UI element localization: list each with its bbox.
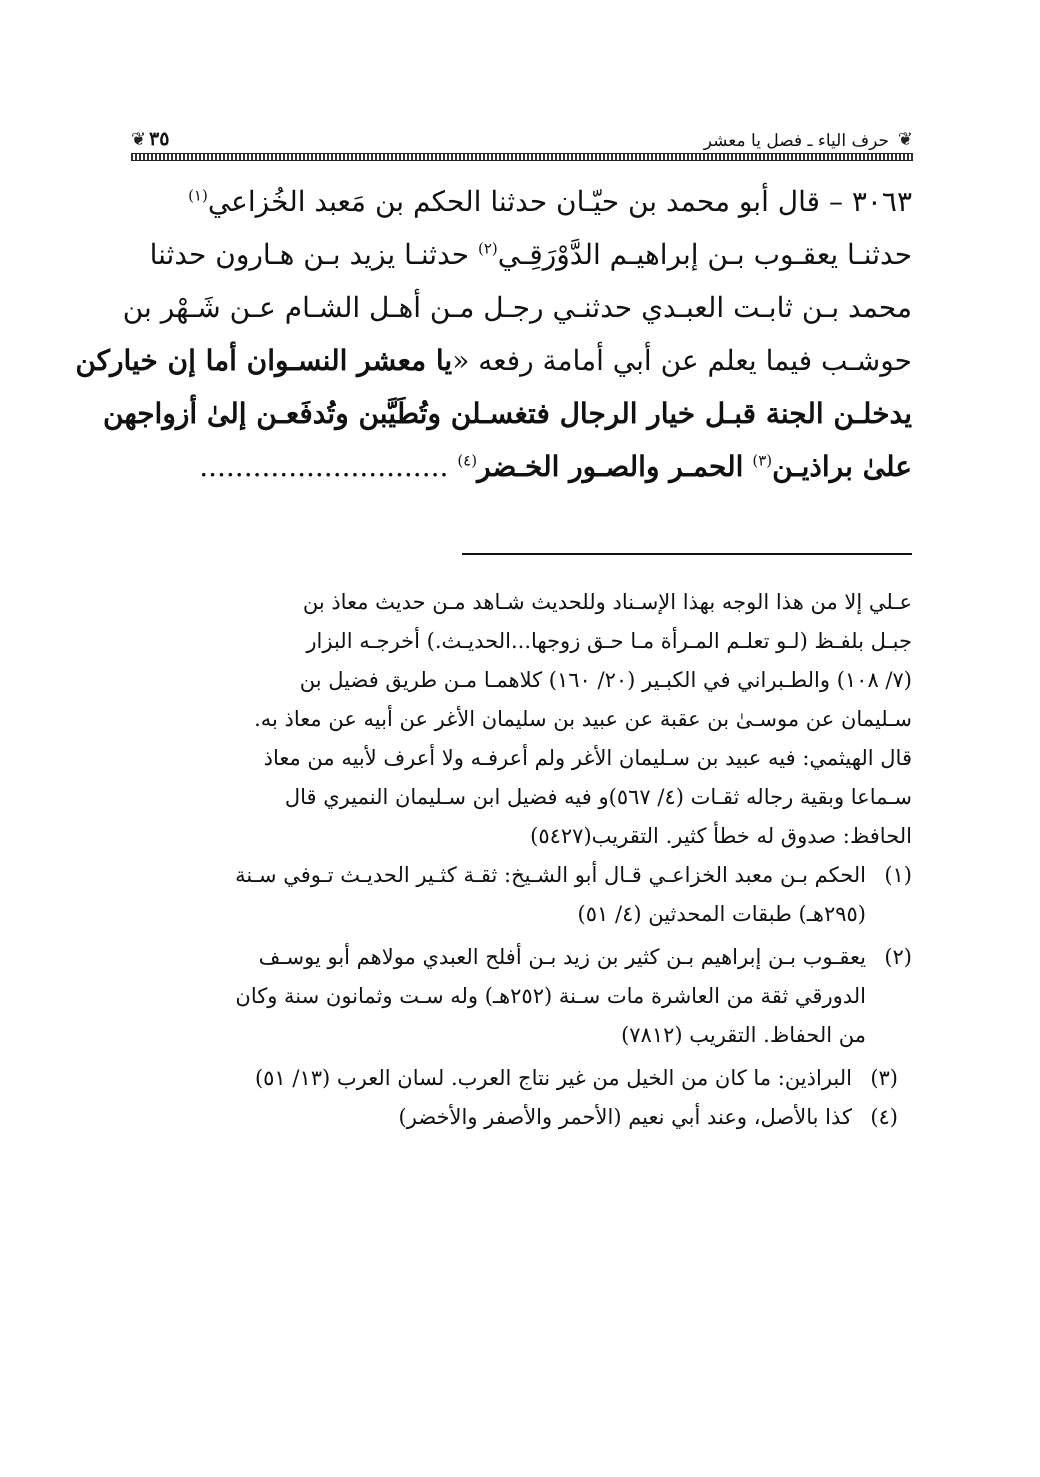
footnote-marker: (٢) (478, 239, 498, 258)
footnote-marker: (١) (188, 186, 208, 205)
hadith-text: يدخلـن الجنة قبـل خيار الرجال فتغسـلن وتُطَيَّبن وتُدفَعـن إلىٰ أزواجهن (103, 397, 912, 430)
main-line: ٣٠٦٣ – قال أبو محمد بن حيّـان حدثنا الحكم بن مَعبد الخُزاعي$^{(١)}$ (188, 185, 912, 218)
ornament-right-icon: ❦ (897, 129, 913, 150)
footnote-line: البراذين: ما كان من الخيل من غير نتاج العرب. لسان العرب (١٣/ ٥١) (254, 1066, 852, 1090)
running-header (131, 128, 913, 164)
footnote-line: يعقـوب بـن إبراهيم بـن كثير بن زيد بـن أفلح العبدي مولاهم أبو يوسـف (258, 945, 866, 969)
footnote-number: (١) (884, 863, 912, 887)
ellipsis: ............................ (199, 450, 449, 483)
footnote-number: (٢) (884, 945, 912, 969)
main-line: علىٰ براذيـن$^{(٣)}$ الحمـر والصـور الخـضر$^{(٤)}$ ............................ (199, 450, 912, 483)
footnote-marker: (٤) (457, 451, 478, 470)
footnote-line: (٢٩٥هـ) طبقات المحدثين (٤/ ٥١) (577, 902, 866, 926)
page-number: ٣٥ (149, 128, 170, 150)
hadith-text: يا معشر النسـوان أما إن خياركن (75, 344, 453, 377)
ornament-left-icon: ❦ (131, 129, 147, 150)
footnote-continuation-line: الحافظ: صدوق له خطأ كثير. التقريب(٥٤٢٧) (530, 824, 912, 848)
footnote-1 (130, 856, 912, 934)
main-line: محمد بـن ثابـت العبـدي حدثنـي رجـل مـن أهـل الشـام عـن شَـهْر بن (122, 291, 912, 324)
header-title: حرف الياء ـ فصل يا معشر (703, 131, 889, 151)
footnote-marker: (٣) (752, 451, 773, 470)
footnote-divider (462, 553, 912, 555)
footnote-continuation-line: سـليمان عن موسـىٰ بن عقبة عن عبيد بن سليمان الأغر عن أبيه عن معاذ به. (254, 707, 912, 731)
main-line (103, 387, 912, 440)
footnote-line: كذا بالأصل، وعند أبي نعيم (الأحمر والأصفر والأخضر) (398, 1105, 852, 1129)
footnote-line: الحكم بـن معبد الخزاعـي قـال أبو الشـيخ: ثقـة كثـير الحديـث تـوفي سـنة (235, 863, 866, 887)
footnote-continuation-line: عـلي إلا من هذا الوجه بهذا الإسـناد وللحديث شـاهد مـن حديث معاذ بن (302, 590, 912, 614)
footnote-continuation-line: سـماعا وبقية رجاله ثقـات (٤/ ٥٦٧)و فيه فضيل ابن سـليمان النميري قال (284, 785, 912, 809)
footnote-line: الدورقي ثقة من العاشرة مات سـنة (٢٥٢هـ) وله سـت وثمانون سنة وكان (235, 984, 866, 1008)
footnote-continuation-line: قال الهيثمي: فيه عبيد بن سـليمان الأغر ولم أعرفـه ولا أعرف لأبيه من معاذ (263, 746, 912, 770)
main-text (75, 175, 912, 493)
footnotes (130, 583, 912, 1137)
footnote-number: (٣) (870, 1066, 898, 1090)
footnote-line: من الحفاظ. التقريب (٧٨١٢) (621, 1023, 866, 1047)
footnote-3 (130, 1059, 898, 1098)
footnote-continuation-line: جبـل بلفـظ (لـو تعلـم المـرأة مـا حـق زوجها...الحديـث.) أخرجـه البزار (306, 629, 912, 653)
header-rule (131, 153, 913, 161)
footnote-continuation-line: (٧/ ١٠٨) والطـبراني في الكبـير (٢٠/ ١٦٠) كلاهمـا مـن طريق فضيل بن (299, 668, 912, 692)
footnote-2 (130, 938, 912, 1055)
footnote-number: (٤) (870, 1105, 898, 1129)
main-line: حدثنـا يعقـوب بـن إبراهيـم الدَّوْرَقِـي$^{(٢)}$ حدثنـا يزيد بـن هـارون حدثنا (149, 238, 912, 271)
main-line: حوشـب فيما يعلم عن أبي أمامة رفعه «يا معشر النسـوان أما إن خياركن (75, 344, 912, 377)
footnote-4 (130, 1098, 898, 1137)
